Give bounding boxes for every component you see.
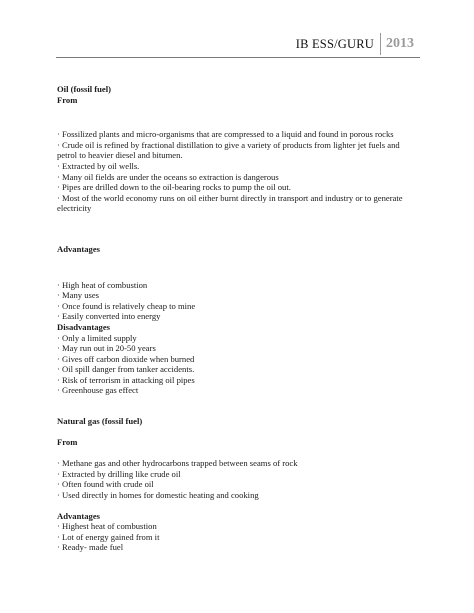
list-item: · Extracted by oil wells. xyxy=(57,160,140,171)
list-item: · Only a limited supply xyxy=(57,332,137,343)
oil-advantages-list xyxy=(57,280,417,322)
list-item: · Many oil fields are under the oceans so extraction is dangerous xyxy=(57,171,279,182)
gas-from-list xyxy=(57,458,417,500)
list-item: · Greenhouse gas effect xyxy=(57,385,139,396)
list-item: · Extracted by drilling like crude oil xyxy=(57,468,181,479)
list-item: · Crude oil is refined by fractional distillation to give a variety of products from lighter jet fuels and petrol to heavier diesel and bitumen. xyxy=(57,139,400,161)
list-item: · Lot of energy gained from it xyxy=(57,531,160,542)
header-title: IB ESS/GURU xyxy=(295,36,374,51)
list-item: · Gives off carbon dioxide when burned xyxy=(57,353,195,364)
list-item: · Easily converted into energy xyxy=(57,311,161,322)
list-item: · Highest heat of combustion xyxy=(57,521,157,532)
list-item: · Most of the world economy runs on oil either burnt directly in transport and industry or to generate electricity xyxy=(57,192,403,214)
document-body xyxy=(57,84,417,553)
list-item: · Methane gas and other hydrocarbons trapped between seams of rock xyxy=(57,458,298,469)
oil-disadvantages-heading: Disadvantages xyxy=(57,321,111,332)
list-item: · Many uses xyxy=(57,290,100,301)
header-rule xyxy=(56,57,420,58)
list-item: · Pipes are drilled down to the oil-bearing rocks to pump the oil out. xyxy=(57,182,291,193)
list-item: · Often found with crude oil xyxy=(57,479,154,490)
list-item: · Oil spill danger from tanker accidents. xyxy=(57,364,195,375)
list-item: · Ready- made fuel xyxy=(57,542,124,553)
header-divider xyxy=(380,33,381,55)
list-item: · Risk of terrorism in attacking oil pipes xyxy=(57,374,195,385)
gas-from-heading: From xyxy=(57,436,78,447)
gas-section-title: Natural gas (fossil fuel) xyxy=(57,416,143,427)
list-item: · High heat of combustion xyxy=(57,279,148,290)
list-item: · Used directly in homes for domestic heating and cooking xyxy=(57,490,259,501)
page-header xyxy=(296,33,414,55)
gas-advantages-list xyxy=(57,521,417,553)
oil-section-title: Oil (fossil fuel) xyxy=(57,84,111,94)
header-year: 2013 xyxy=(386,36,414,51)
oil-from-heading: From xyxy=(57,94,78,105)
list-item: · Fossilized plants and micro-organisms that are compressed to a liquid and found in porous rocks xyxy=(57,129,394,140)
list-item: · May run out in 20-50 years xyxy=(57,343,156,354)
oil-from-list xyxy=(57,129,417,214)
list-item: · Once found is relatively cheap to mine xyxy=(57,300,196,311)
gas-advantages-heading: Advantages xyxy=(57,510,100,521)
oil-disadvantages-list xyxy=(57,333,417,397)
oil-advantages-heading: Advantages xyxy=(57,243,100,254)
